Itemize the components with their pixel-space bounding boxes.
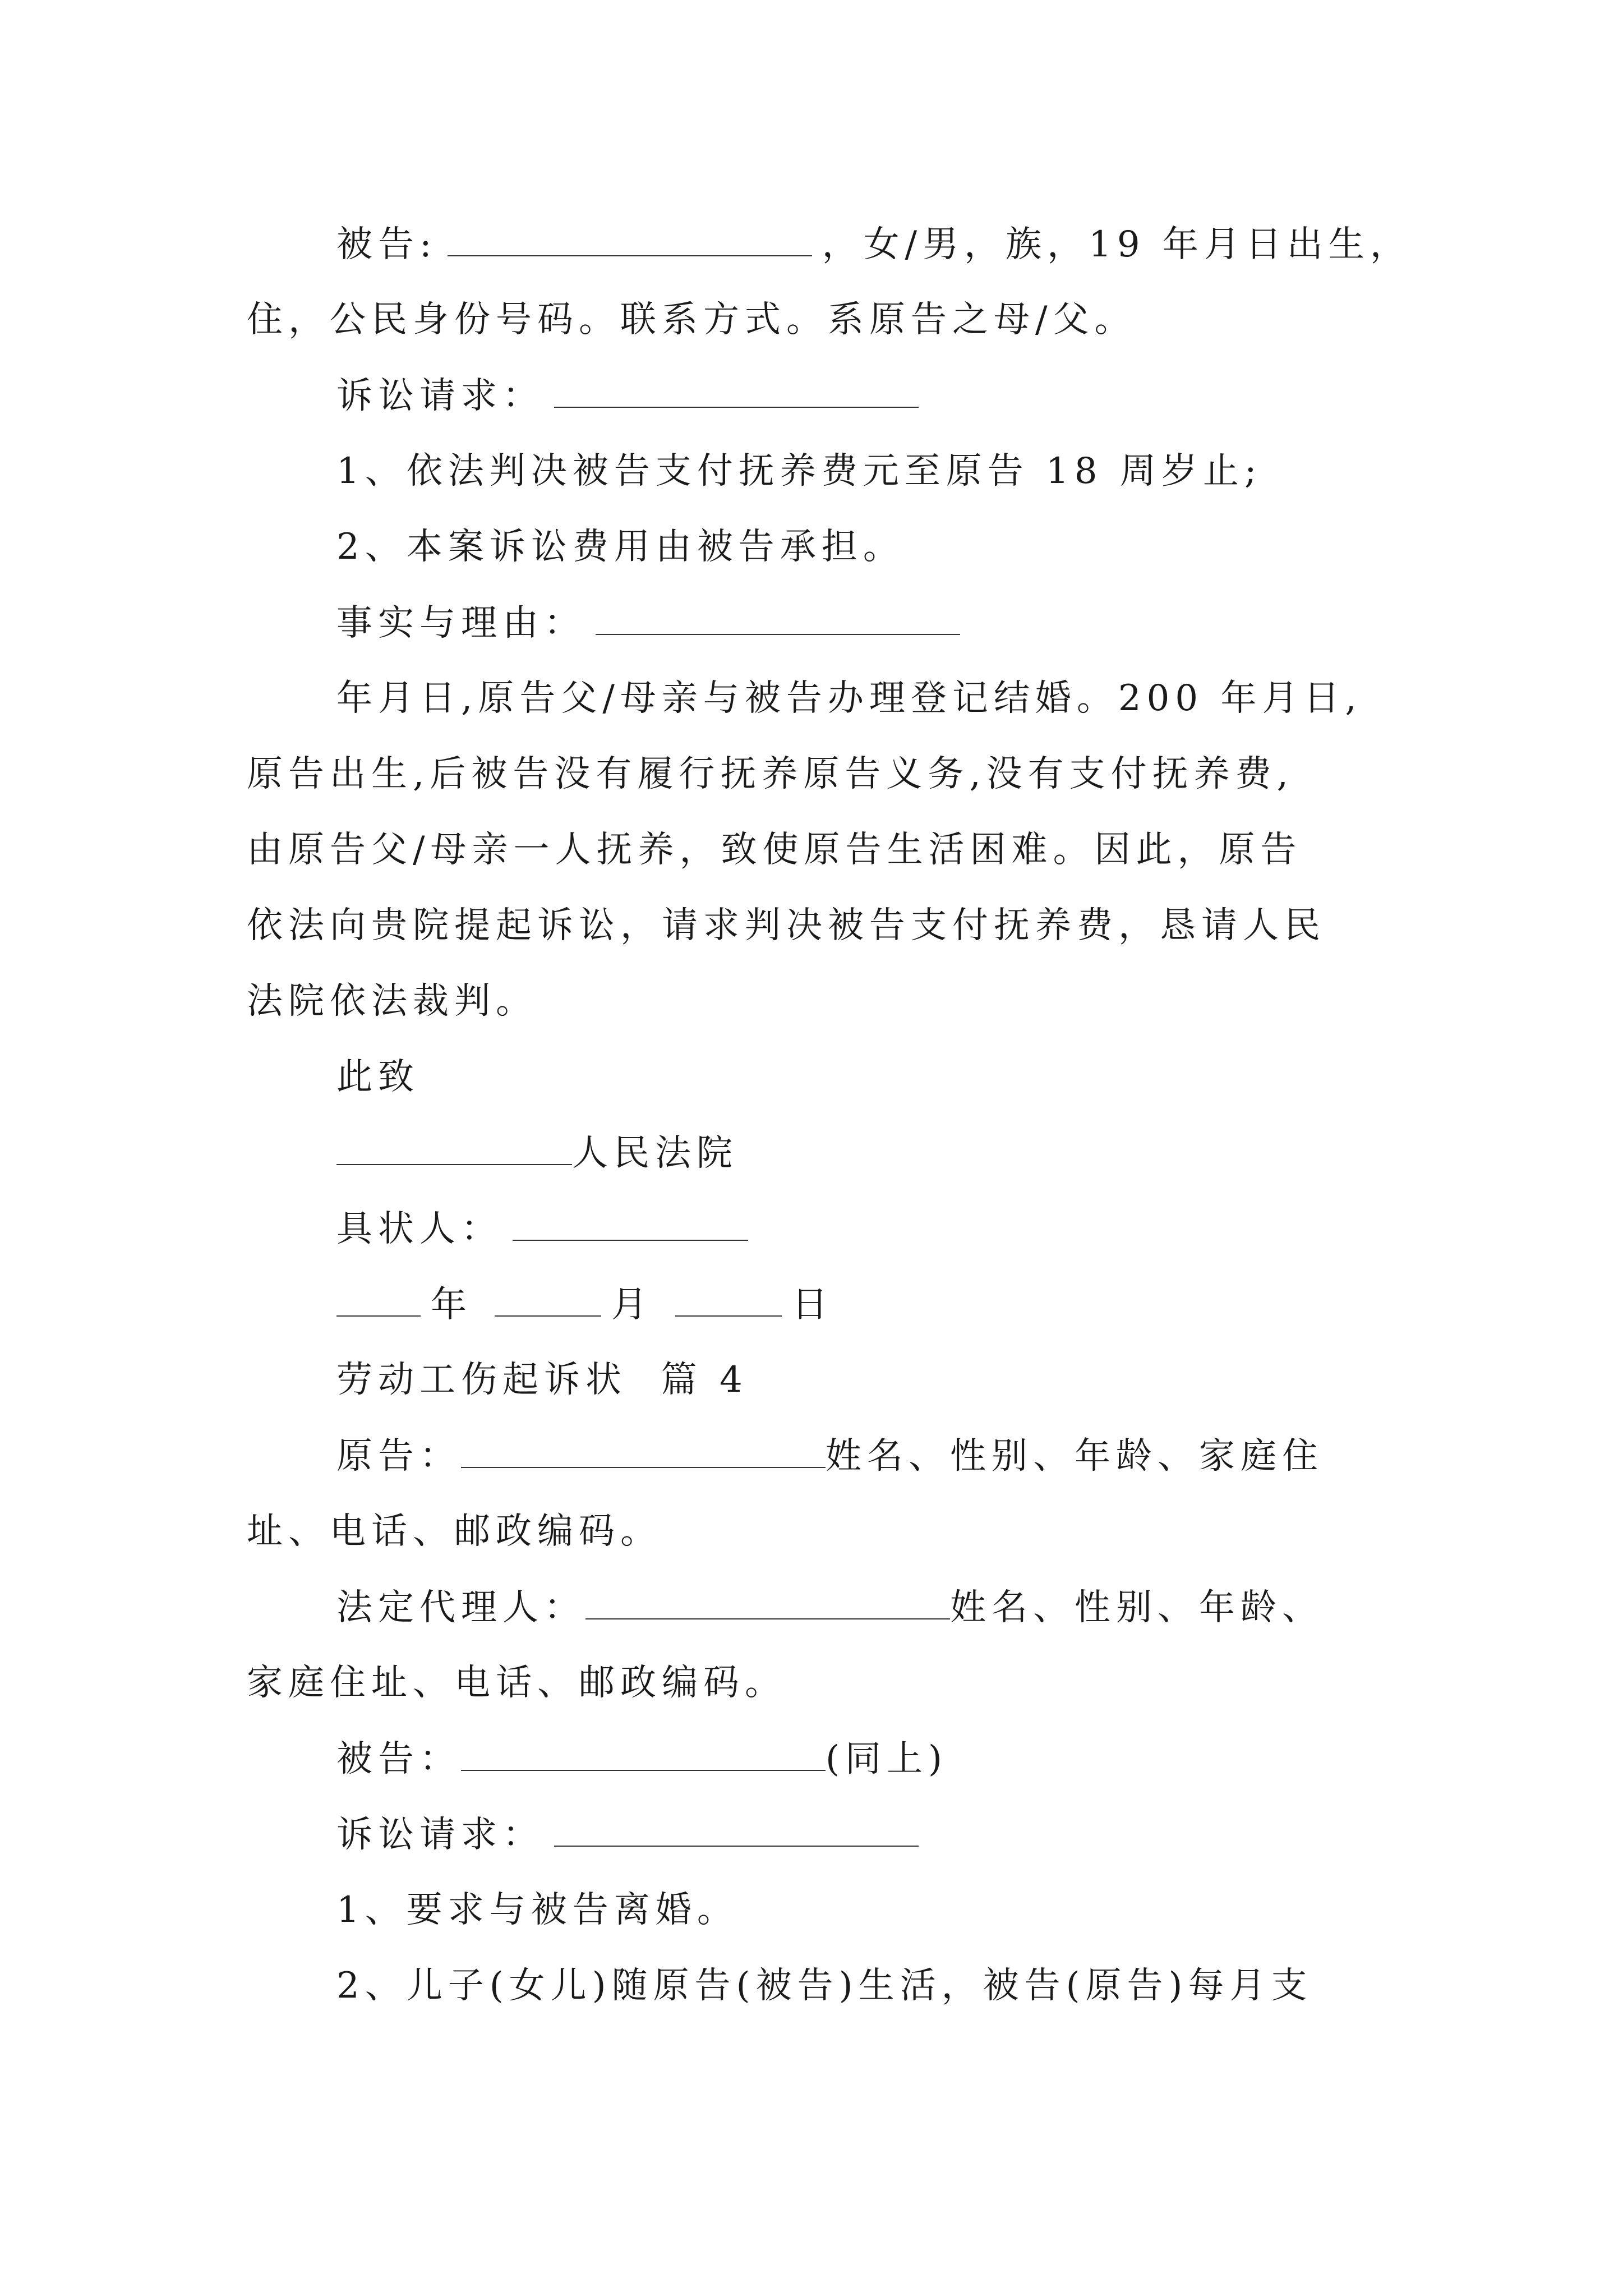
claim-item-1 bbox=[336, 449, 1262, 494]
salutation bbox=[336, 1055, 419, 1099]
claim-item-1-text: 1、依法判决被告支付抚养费元至原告 18 周岁止; bbox=[336, 450, 1262, 492]
date-line bbox=[336, 1282, 833, 1327]
claims-blank-2 bbox=[554, 1812, 919, 1847]
facts-text-2: 原告出生,后被告没有履行抚养原告义务,没有支付抚养费, bbox=[247, 753, 1294, 795]
agent-details: 姓名、性别、年龄、 bbox=[950, 1587, 1324, 1628]
claims-blank bbox=[554, 373, 919, 408]
section-title-text: 劳动工伤起诉状 篇 4 bbox=[336, 1359, 748, 1401]
day-blank bbox=[675, 1282, 782, 1317]
facts-paragraph-line-5 bbox=[247, 979, 537, 1024]
claim-item-1b bbox=[336, 1888, 739, 1932]
year-blank bbox=[336, 1282, 421, 1317]
claim-item-2b bbox=[336, 1963, 1313, 2008]
facts-paragraph-line-2 bbox=[247, 752, 1294, 797]
signer-line bbox=[336, 1206, 758, 1251]
defendant-line bbox=[336, 222, 1412, 266]
month-blank bbox=[495, 1282, 601, 1317]
plaintiff-details-2: 址、电话、邮政编码。 bbox=[247, 1511, 662, 1552]
claims-heading bbox=[336, 373, 929, 418]
agent-line bbox=[336, 1585, 1324, 1630]
defendant-blank-2 bbox=[461, 1736, 826, 1771]
facts-text-5: 法院依法裁判。 bbox=[247, 981, 537, 1022]
court-line bbox=[336, 1130, 738, 1175]
claims-label: 诉讼请求： bbox=[336, 375, 544, 417]
facts-blank bbox=[596, 600, 960, 635]
facts-label: 事实与理由： bbox=[336, 602, 585, 644]
month-label: 月 bbox=[611, 1284, 653, 1326]
defendant-label: 被告: bbox=[336, 224, 437, 265]
facts-text-1: 年月日,原告父/母亲与被告办理登记结婚。200 年月日, bbox=[336, 678, 1362, 719]
defendant-same-note: (同上) bbox=[826, 1738, 948, 1780]
salutation-text: 此致 bbox=[336, 1056, 419, 1098]
plaintiff-line-2 bbox=[247, 1509, 662, 1554]
defendant-address-text: 住，公民身份号码。联系方式。系原告之母/父。 bbox=[247, 299, 1136, 341]
claim-item-2b-text: 2、儿子(女儿)随原告(被告)生活，被告(原告)每月支 bbox=[336, 1965, 1313, 2007]
agent-line-2 bbox=[247, 1660, 786, 1705]
agent-details-2: 家庭住址、电话、邮政编码。 bbox=[247, 1662, 786, 1704]
plaintiff-line bbox=[336, 1433, 1324, 1478]
facts-paragraph-line-1 bbox=[336, 676, 1362, 721]
court-blank bbox=[336, 1130, 572, 1165]
court-text: 人民法院 bbox=[572, 1133, 738, 1174]
defendant-line-2 bbox=[336, 1736, 948, 1781]
year-label: 年 bbox=[431, 1284, 472, 1326]
claims-heading-2 bbox=[336, 1812, 929, 1857]
facts-text-3: 由原告父/母亲一人抚养，致使原告生活困难。因此，原告 bbox=[247, 829, 1302, 871]
defendant-details: ，女/男，族，19 年月日出生， bbox=[822, 224, 1412, 265]
facts-heading bbox=[336, 600, 970, 645]
claim-item-2 bbox=[336, 524, 905, 569]
claim-item-2-text: 2、本案诉讼费用由被告承担。 bbox=[336, 526, 905, 568]
plaintiff-blank bbox=[461, 1433, 826, 1468]
defendant-address-line bbox=[247, 297, 1136, 342]
claim-item-1b-text: 1、要求与被告离婚。 bbox=[336, 1889, 739, 1931]
facts-paragraph-line-4 bbox=[247, 903, 1326, 948]
plaintiff-label: 原告： bbox=[336, 1435, 461, 1477]
signer-blank bbox=[513, 1206, 748, 1241]
claims-label-2: 诉讼请求： bbox=[336, 1814, 544, 1856]
signer-label: 具状人： bbox=[336, 1208, 502, 1250]
agent-label: 法定代理人： bbox=[336, 1587, 585, 1628]
section-title bbox=[336, 1358, 748, 1402]
defendant-blank bbox=[448, 222, 812, 256]
agent-blank bbox=[585, 1585, 950, 1619]
facts-paragraph-line-3 bbox=[247, 827, 1302, 872]
day-label: 日 bbox=[792, 1284, 833, 1326]
plaintiff-details: 姓名、性别、年龄、家庭住 bbox=[826, 1435, 1324, 1477]
facts-text-4: 依法向贵院提起诉讼，请求判决被告支付抚养费，恳请人民 bbox=[247, 905, 1326, 946]
defendant-label-2: 被告： bbox=[336, 1738, 461, 1780]
